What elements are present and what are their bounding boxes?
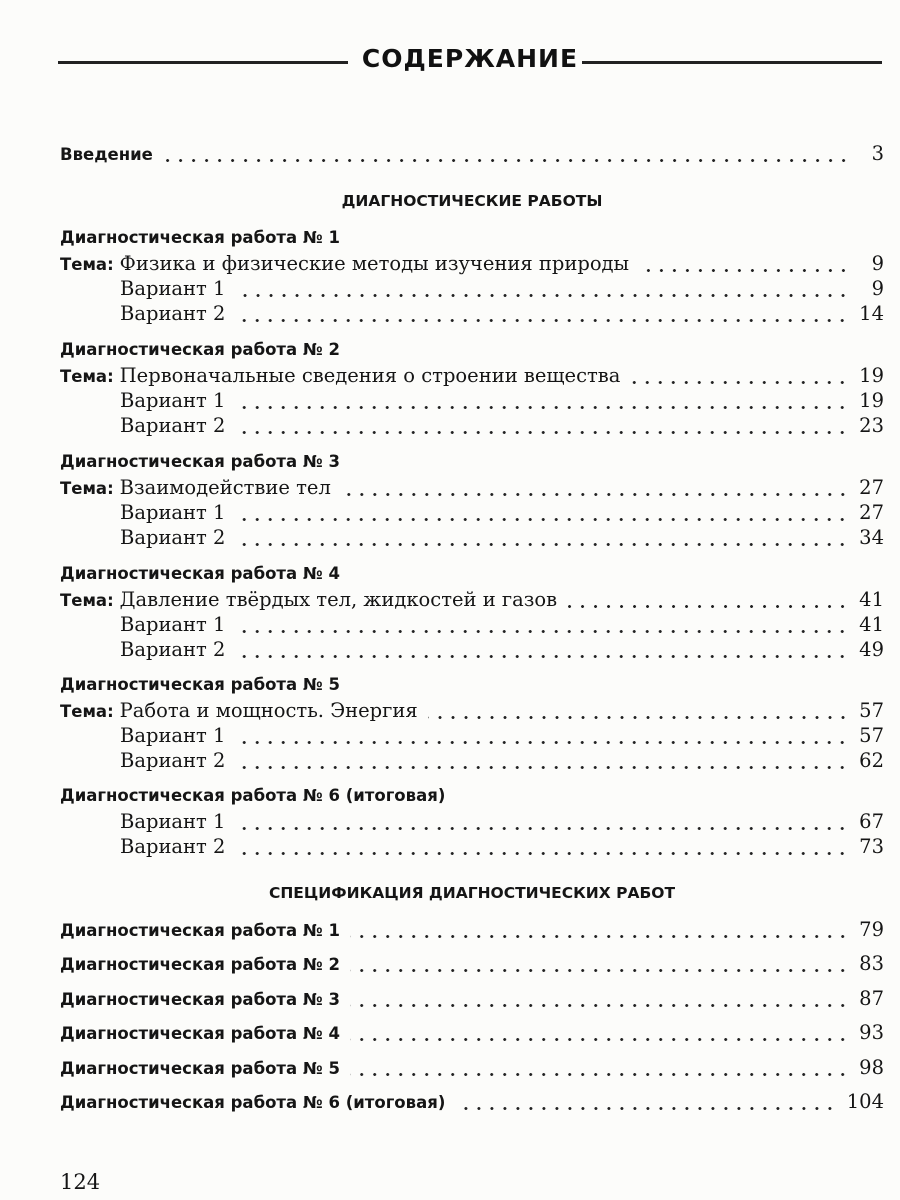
entry-page: 9 bbox=[871, 252, 884, 275]
variant-label: Вариант 1 bbox=[120, 389, 226, 412]
variant-label: Вариант 2 bbox=[120, 414, 226, 437]
entry-page: 57 bbox=[859, 699, 884, 722]
toc-entry-variant[interactable] bbox=[120, 835, 884, 861]
leader-dots bbox=[163, 159, 850, 162]
leader-dots bbox=[428, 716, 850, 719]
entry-label: Диагностическая работа № 6 (итоговая) bbox=[60, 1093, 446, 1112]
variant-label: Вариант 2 bbox=[120, 638, 226, 661]
entry-label: Диагностическая работа № 5 bbox=[60, 1059, 340, 1078]
toc-entry-topic[interactable] bbox=[60, 476, 884, 502]
leader-dots bbox=[235, 852, 849, 855]
work-heading bbox=[60, 564, 884, 590]
toc-entry-spec[interactable] bbox=[60, 1056, 884, 1082]
entry-label: Диагностическая работа № 1 bbox=[60, 921, 340, 940]
toc-entry-spec[interactable] bbox=[60, 1090, 884, 1116]
work-heading-label: Диагностическая работа № 2 bbox=[60, 340, 340, 359]
entry-page: 41 bbox=[859, 613, 884, 636]
entry-page: 9 bbox=[871, 277, 884, 300]
variant-label: Вариант 2 bbox=[120, 526, 226, 549]
entry-label: Введение bbox=[60, 145, 153, 164]
leader-dots bbox=[350, 969, 849, 972]
toc-entry-spec[interactable] bbox=[60, 987, 884, 1013]
entry-label: Диагностическая работа № 3 bbox=[60, 990, 340, 1009]
work-heading bbox=[60, 786, 884, 812]
toc-entry-variant[interactable] bbox=[120, 749, 884, 775]
leader-dots bbox=[567, 605, 849, 608]
entry-page: 23 bbox=[859, 414, 884, 437]
toc-entry-variant[interactable] bbox=[120, 810, 884, 836]
variant-label: Вариант 2 bbox=[120, 749, 226, 772]
variant-label: Вариант 1 bbox=[120, 810, 226, 833]
leader-dots bbox=[235, 431, 849, 434]
topic-label: Первоначальные сведения о строении вещества bbox=[119, 364, 621, 387]
leader-dots bbox=[630, 381, 849, 384]
toc-entry-spec[interactable] bbox=[60, 1021, 884, 1047]
topic-label: Взаимодействие тел bbox=[119, 476, 331, 499]
topic-prefix: Тема: bbox=[60, 479, 114, 498]
work-heading-label: Диагностическая работа № 5 bbox=[60, 675, 340, 694]
variant-label: Вариант 1 bbox=[120, 613, 226, 636]
leader-dots bbox=[235, 518, 849, 521]
topic-prefix: Тема: bbox=[60, 591, 114, 610]
leader-dots bbox=[235, 766, 849, 769]
entry-page: 57 bbox=[859, 724, 884, 747]
entry-label: Диагностическая работа № 4 bbox=[60, 1024, 340, 1043]
entry-page: 87 bbox=[859, 987, 884, 1010]
work-heading bbox=[60, 452, 884, 478]
leader-dots bbox=[350, 1073, 849, 1076]
work-heading-label: Диагностическая работа № 6 (итоговая) bbox=[60, 786, 446, 805]
toc-entry-spec[interactable] bbox=[60, 918, 884, 944]
entry-page: 49 bbox=[859, 638, 884, 661]
work-heading bbox=[60, 675, 884, 701]
variant-label: Вариант 2 bbox=[120, 302, 226, 325]
toc-entry-variant[interactable] bbox=[120, 302, 884, 328]
entry-page: 19 bbox=[859, 364, 884, 387]
entry-page: 67 bbox=[859, 810, 884, 833]
page-title: СОДЕРЖАНИЕ bbox=[361, 44, 579, 73]
topic-label: Давление твёрдых тел, жидкостей и газов bbox=[119, 588, 558, 611]
entry-page: 104 bbox=[846, 1090, 884, 1113]
work-heading-label: Диагностическая работа № 4 bbox=[60, 564, 340, 583]
leader-dots bbox=[235, 827, 849, 830]
entry-page: 73 bbox=[859, 835, 884, 858]
topic-prefix: Тема: bbox=[60, 367, 114, 386]
header-rule-right bbox=[582, 61, 882, 64]
entry-page: 62 bbox=[859, 749, 884, 772]
leader-dots bbox=[350, 1004, 849, 1007]
entry-page: 27 bbox=[859, 501, 884, 524]
toc-entry-variant[interactable] bbox=[120, 526, 884, 552]
toc-entry-spec[interactable] bbox=[60, 952, 884, 978]
leader-dots bbox=[235, 543, 849, 546]
topic-label: Физика и физические методы изучения природы bbox=[119, 252, 630, 275]
section-heading-spec: СПЕЦИФИКАЦИЯ ДИАГНОСТИЧЕСКИХ РАБОТ bbox=[268, 884, 676, 902]
entry-page: 93 bbox=[859, 1021, 884, 1044]
entry-page: 3 bbox=[871, 142, 884, 165]
entry-page: 14 bbox=[859, 302, 884, 325]
entry-page: 41 bbox=[859, 588, 884, 611]
entry-label: Диагностическая работа № 2 bbox=[60, 955, 340, 974]
variant-label: Вариант 2 bbox=[120, 835, 226, 858]
variant-label: Вариант 1 bbox=[120, 724, 226, 747]
leader-dots bbox=[350, 935, 849, 938]
toc-entry-variant[interactable] bbox=[120, 613, 884, 639]
leader-dots bbox=[235, 319, 849, 322]
leader-dots bbox=[639, 269, 850, 272]
entry-page: 98 bbox=[859, 1056, 884, 1079]
work-heading-label: Диагностическая работа № 3 bbox=[60, 452, 340, 471]
work-heading bbox=[60, 340, 884, 366]
entry-page: 19 bbox=[859, 389, 884, 412]
topic-prefix: Тема: bbox=[60, 702, 114, 721]
work-heading-label: Диагностическая работа № 1 bbox=[60, 228, 340, 247]
toc-entry-variant[interactable] bbox=[120, 414, 884, 440]
entry-page: 83 bbox=[859, 952, 884, 975]
toc-entry-topic[interactable] bbox=[60, 364, 884, 390]
page-number: 124 bbox=[60, 1170, 101, 1194]
leader-dots bbox=[235, 741, 849, 744]
toc-entry-variant[interactable] bbox=[120, 501, 884, 527]
toc-entry-variant[interactable] bbox=[120, 724, 884, 750]
leader-dots bbox=[235, 630, 849, 633]
work-heading bbox=[60, 228, 884, 254]
toc-entry-variant[interactable] bbox=[120, 638, 884, 664]
toc-entry-variant[interactable] bbox=[120, 277, 884, 303]
section-heading-works: ДИАГНОСТИЧЕСКИЕ РАБОТЫ bbox=[341, 192, 603, 210]
topic-prefix: Тема: bbox=[60, 255, 114, 274]
entry-page: 34 bbox=[859, 526, 884, 549]
leader-dots bbox=[341, 493, 849, 496]
leader-dots bbox=[235, 294, 850, 297]
leader-dots bbox=[235, 655, 849, 658]
variant-label: Вариант 1 bbox=[120, 501, 226, 524]
toc-entry-topic[interactable] bbox=[60, 588, 884, 614]
variant-label: Вариант 1 bbox=[120, 277, 226, 300]
leader-dots bbox=[350, 1038, 849, 1041]
entry-page: 27 bbox=[859, 476, 884, 499]
leader-dots bbox=[235, 406, 849, 409]
toc-entry-variant[interactable] bbox=[120, 389, 884, 415]
toc-header bbox=[58, 40, 882, 84]
toc-entry-intro[interactable] bbox=[60, 142, 884, 168]
leader-dots bbox=[455, 1107, 836, 1110]
entry-page: 79 bbox=[859, 918, 884, 941]
toc-entry-topic[interactable] bbox=[60, 252, 884, 278]
toc-entry-topic[interactable] bbox=[60, 699, 884, 725]
topic-label: Работа и мощность. Энергия bbox=[119, 699, 418, 722]
